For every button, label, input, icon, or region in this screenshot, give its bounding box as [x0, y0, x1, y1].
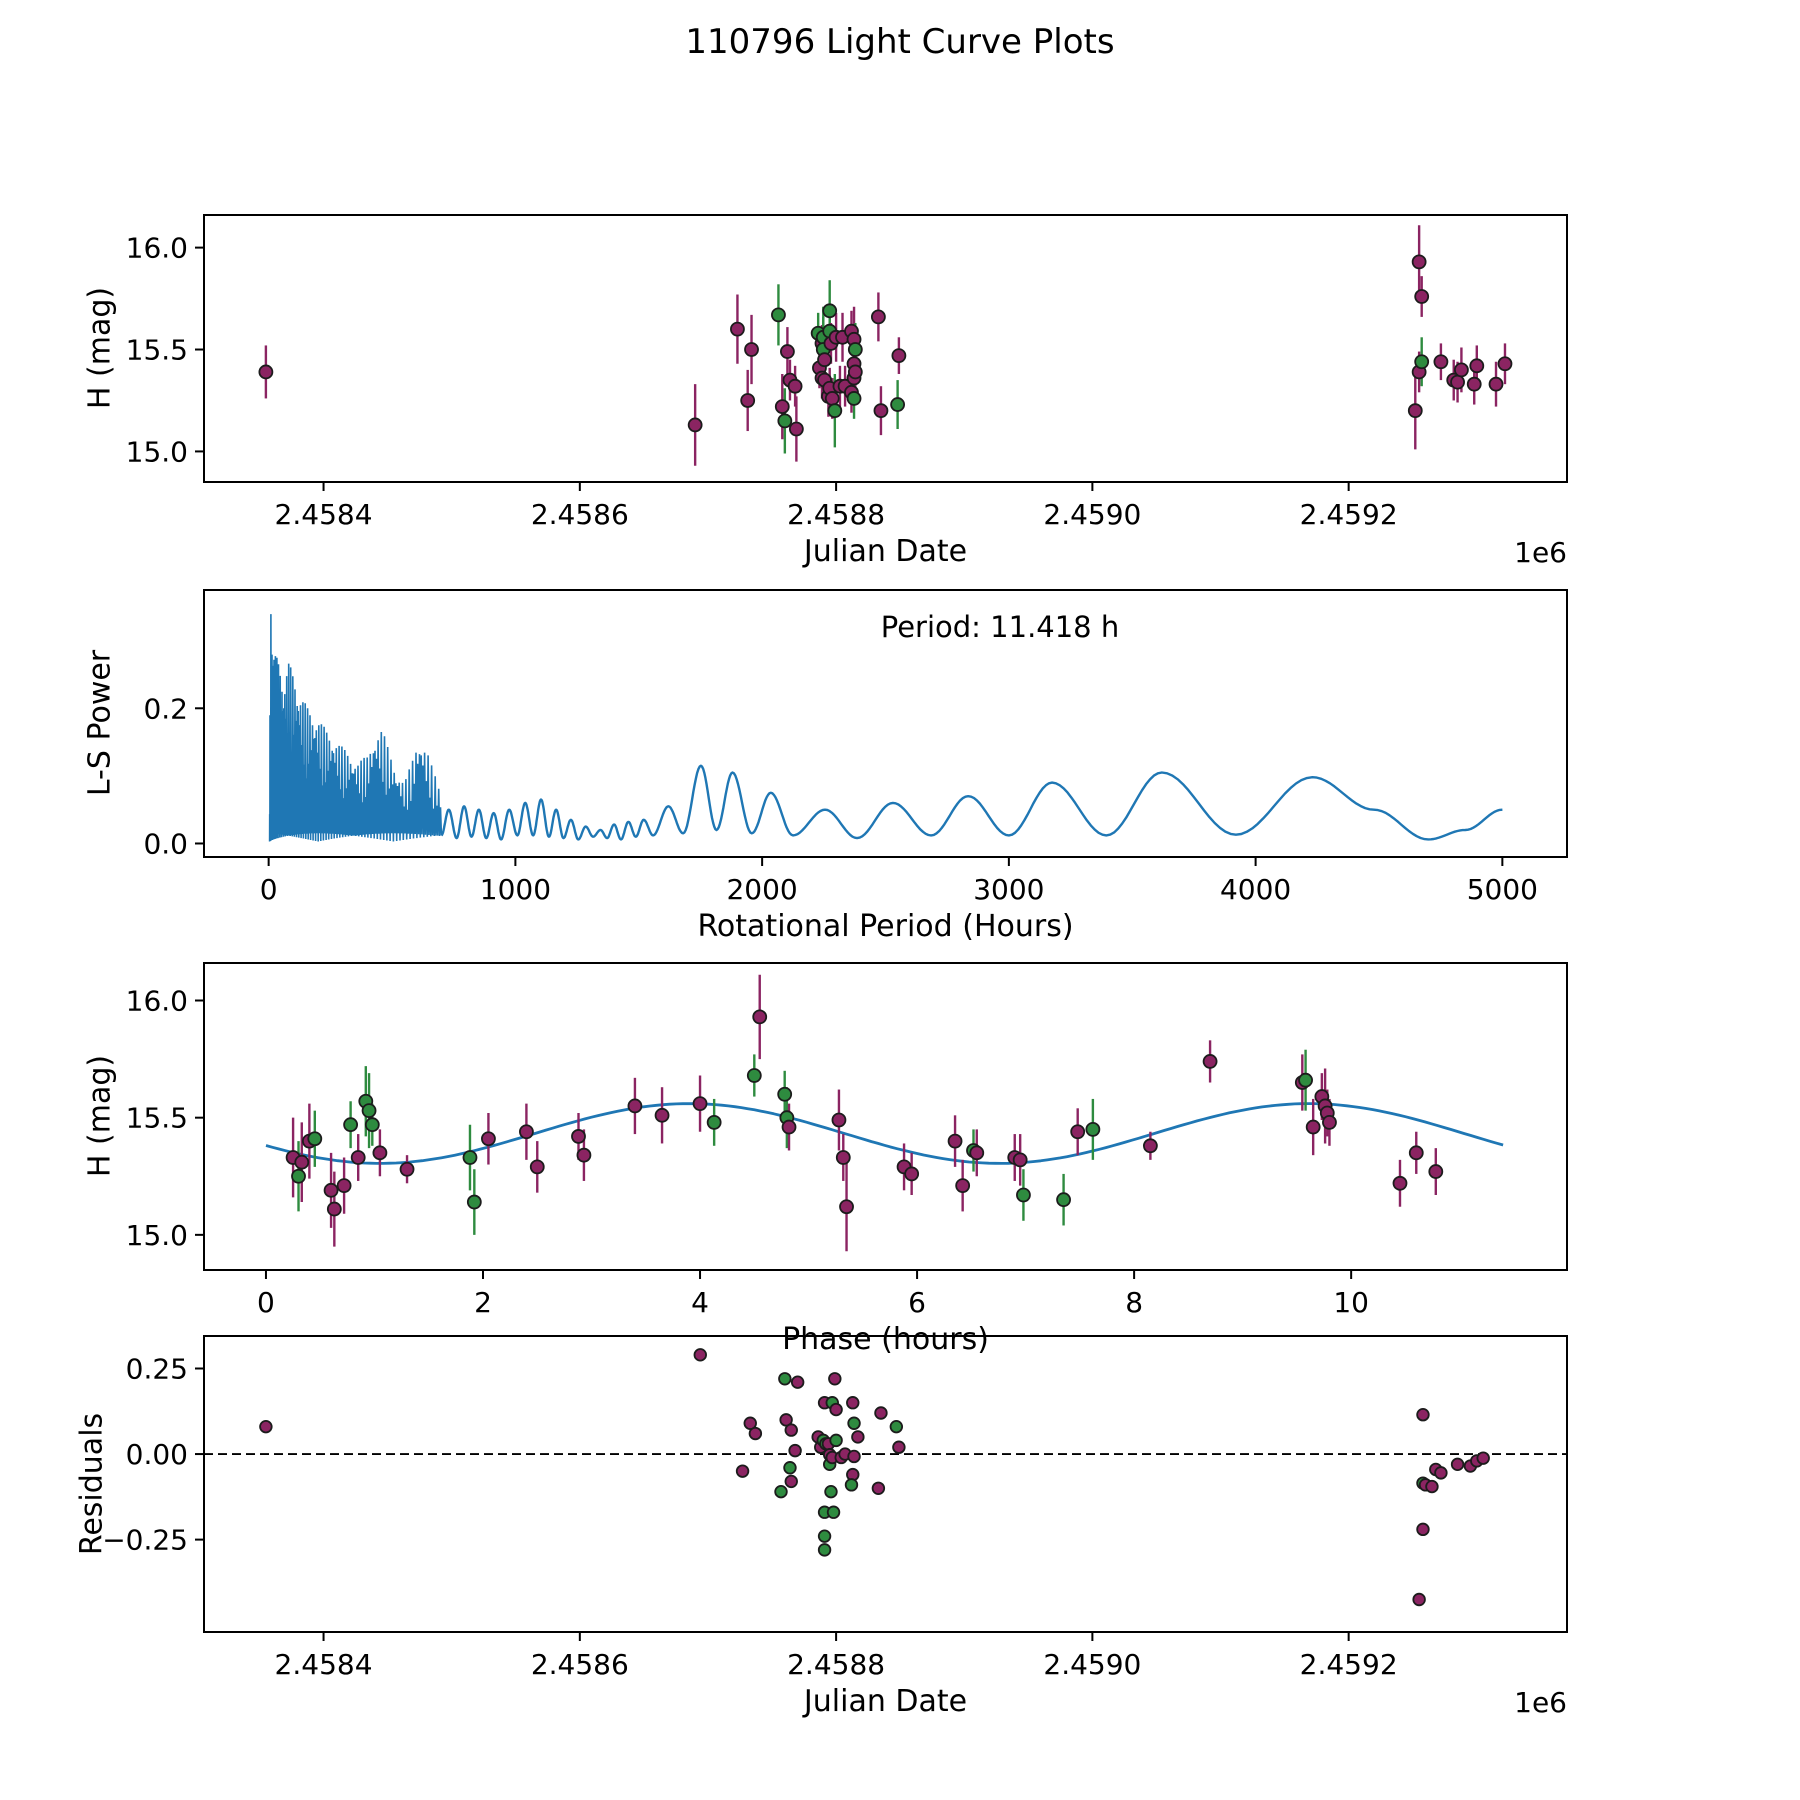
data-point: [338, 1179, 351, 1192]
data-point: [775, 1486, 787, 1498]
data-point: [1057, 1193, 1070, 1206]
data-point: [1451, 376, 1464, 389]
data-point: [577, 1149, 590, 1162]
data-point: [1410, 1146, 1423, 1159]
x-tick-label: 2000: [726, 873, 798, 906]
x-tick-label: 2.4592: [1299, 1648, 1398, 1681]
y-tick-label: 16.0: [125, 231, 188, 265]
x-tick-label: 2.4584: [274, 498, 373, 531]
data-point: [874, 404, 887, 417]
periodogram-curve: [441, 766, 1502, 840]
data-point: [848, 1417, 860, 1429]
data-point: [689, 418, 702, 431]
data-point: [401, 1163, 414, 1176]
data-point: [790, 423, 803, 436]
data-point: [849, 365, 862, 378]
ylabel-h-mag-phase: H (mag): [82, 1054, 118, 1178]
data-point: [482, 1132, 495, 1145]
data-point: [1417, 1409, 1429, 1421]
period-annotation: Period: 11.418 h: [880, 610, 1120, 644]
y-tick-label: 0.2: [143, 692, 188, 726]
data-point: [785, 1476, 797, 1488]
x-tick-label: 10: [1333, 1286, 1369, 1319]
data-point: [905, 1167, 918, 1180]
data-point: [1498, 357, 1511, 370]
data-point: [956, 1179, 969, 1192]
data-point: [366, 1118, 379, 1131]
x-tick-label: 2.4586: [530, 498, 629, 531]
y-tick-label: 15.5: [125, 333, 188, 367]
data-point: [872, 310, 885, 323]
data-point: [1323, 1116, 1336, 1129]
x-tick-label: 2.4588: [787, 1648, 886, 1681]
ylabel-ls-power: L-S Power: [82, 649, 118, 797]
periodogram-spiky-curve: [270, 614, 442, 841]
data-point: [828, 404, 841, 417]
data-point: [694, 1097, 707, 1110]
data-point: [753, 1010, 766, 1023]
data-point: [792, 1376, 804, 1388]
data-point: [1393, 1177, 1406, 1190]
data-point: [849, 343, 862, 356]
data-point: [819, 1544, 831, 1556]
data-point: [892, 349, 905, 362]
data-point: [1299, 1074, 1312, 1087]
data-point: [363, 1104, 376, 1117]
data-point: [776, 400, 789, 413]
data-point: [1415, 290, 1428, 303]
data-point: [708, 1116, 721, 1129]
data-point: [832, 1114, 845, 1127]
data-point: [837, 1151, 850, 1164]
data-point: [260, 1421, 272, 1433]
data-point: [825, 1486, 837, 1498]
data-point: [628, 1099, 641, 1112]
data-point: [1307, 1121, 1320, 1134]
data-point: [468, 1196, 481, 1209]
y-tick-label: 15.0: [125, 435, 188, 469]
data-point: [1470, 359, 1483, 372]
data-point: [750, 1428, 762, 1440]
data-point: [847, 1397, 859, 1409]
data-point: [737, 1465, 749, 1477]
data-point: [748, 1069, 761, 1082]
xlabel-rotational-period: Rotational Period (Hours): [697, 909, 1074, 944]
data-point: [531, 1160, 544, 1173]
data-point: [1455, 363, 1468, 376]
data-point: [1417, 1524, 1429, 1536]
data-point: [1204, 1055, 1217, 1068]
data-point: [656, 1109, 669, 1122]
data-point: [830, 1435, 842, 1447]
x-tick-label: 2.4584: [274, 1648, 373, 1681]
data-point: [1452, 1459, 1464, 1471]
x-tick-label: 0: [257, 1286, 275, 1319]
data-point: [875, 1407, 887, 1419]
data-point: [772, 308, 785, 321]
data-point: [1426, 1481, 1438, 1493]
data-point: [352, 1151, 365, 1164]
data-point: [731, 323, 744, 336]
data-point: [826, 392, 839, 405]
y-tick-label: 15.5: [125, 1101, 188, 1135]
data-point: [891, 398, 904, 411]
y-tick-label: 16.0: [125, 984, 188, 1018]
data-point: [789, 380, 802, 393]
data-point: [830, 1404, 842, 1416]
data-point: [259, 365, 272, 378]
data-point: [778, 1088, 791, 1101]
data-point: [783, 1121, 796, 1134]
data-point: [781, 345, 794, 358]
data-point: [846, 1479, 858, 1491]
data-point: [344, 1118, 357, 1131]
y-tick-label: −0.25: [102, 1523, 188, 1557]
data-point: [1468, 378, 1481, 391]
data-point: [829, 1373, 841, 1385]
data-point: [328, 1203, 341, 1216]
data-point: [789, 1445, 801, 1457]
data-point: [745, 343, 758, 356]
xlabel-julian-date-top: Julian Date: [803, 534, 968, 569]
data-point: [818, 353, 831, 366]
axis-offset-1e6-top: 1e6: [1514, 536, 1567, 569]
data-point: [1415, 355, 1428, 368]
data-point: [292, 1170, 305, 1183]
x-tick-label: 3000: [973, 873, 1045, 906]
x-tick-label: 4: [691, 1286, 709, 1319]
data-point: [1429, 1165, 1442, 1178]
data-point: [891, 1421, 903, 1433]
data-point: [828, 1506, 840, 1518]
y-tick-label: 0.0: [143, 827, 188, 861]
x-tick-label: 0: [259, 873, 278, 906]
data-point: [848, 1451, 860, 1463]
data-point: [1477, 1452, 1489, 1464]
axis-offset-1e6-bottom: 1e6: [1514, 1686, 1567, 1719]
x-tick-label: 2.4588: [787, 498, 886, 531]
data-point: [819, 1530, 831, 1542]
y-tick-label: 15.0: [125, 1218, 188, 1252]
data-point: [785, 1424, 797, 1436]
data-point: [823, 304, 836, 317]
data-point: [520, 1125, 533, 1138]
xlabel-phase-hours: Phase (hours): [782, 1322, 989, 1357]
data-point: [308, 1132, 321, 1145]
data-point: [778, 414, 791, 427]
axes-frame: [204, 963, 1567, 1270]
x-tick-label: 8: [1125, 1286, 1144, 1319]
data-point: [1413, 1594, 1425, 1606]
data-point: [572, 1130, 585, 1143]
data-point: [1409, 404, 1422, 417]
data-point: [873, 1482, 885, 1494]
x-tick-label: 1000: [479, 873, 552, 906]
data-point: [295, 1156, 308, 1169]
data-point: [784, 1462, 796, 1474]
data-point: [1434, 355, 1447, 368]
x-tick-label: 2.4592: [1299, 498, 1398, 531]
data-point: [1144, 1139, 1157, 1152]
data-point: [848, 392, 861, 405]
data-point: [949, 1135, 962, 1148]
ylabel-h-mag-top: H (mag): [82, 286, 118, 410]
ylabel-residuals: Residuals: [74, 1412, 110, 1556]
y-tick-label: 0.25: [125, 1352, 188, 1386]
data-point: [852, 1431, 864, 1443]
x-tick-label: 6: [908, 1286, 926, 1319]
data-point: [970, 1146, 983, 1159]
data-point: [325, 1184, 338, 1197]
x-tick-label: 2.4586: [530, 1648, 629, 1681]
data-point: [893, 1441, 905, 1453]
data-point: [463, 1151, 476, 1164]
data-point: [1071, 1125, 1084, 1138]
x-tick-label: 2.4590: [1043, 1648, 1142, 1681]
fit-curve: [266, 1104, 1503, 1164]
x-tick-label: 2: [474, 1286, 492, 1319]
axes-frame: [204, 215, 1567, 482]
data-point: [1490, 378, 1503, 391]
x-tick-label: 5000: [1466, 873, 1538, 906]
data-point: [1435, 1467, 1447, 1479]
axes-frame: [204, 1336, 1567, 1632]
data-point: [840, 1200, 853, 1213]
figure-title: 110796 Light Curve Plots: [685, 22, 1115, 62]
y-tick-label: 0.00: [125, 1438, 188, 1472]
data-point: [1086, 1123, 1099, 1136]
x-tick-label: 2.4590: [1043, 498, 1142, 531]
data-point: [1014, 1153, 1027, 1166]
x-tick-label: 4000: [1219, 873, 1292, 906]
data-point: [373, 1146, 386, 1159]
data-point: [779, 1373, 791, 1385]
data-point: [1017, 1189, 1030, 1202]
data-point: [741, 394, 754, 407]
data-point: [1413, 255, 1426, 268]
xlabel-julian-date-bottom: Julian Date: [803, 1684, 968, 1719]
